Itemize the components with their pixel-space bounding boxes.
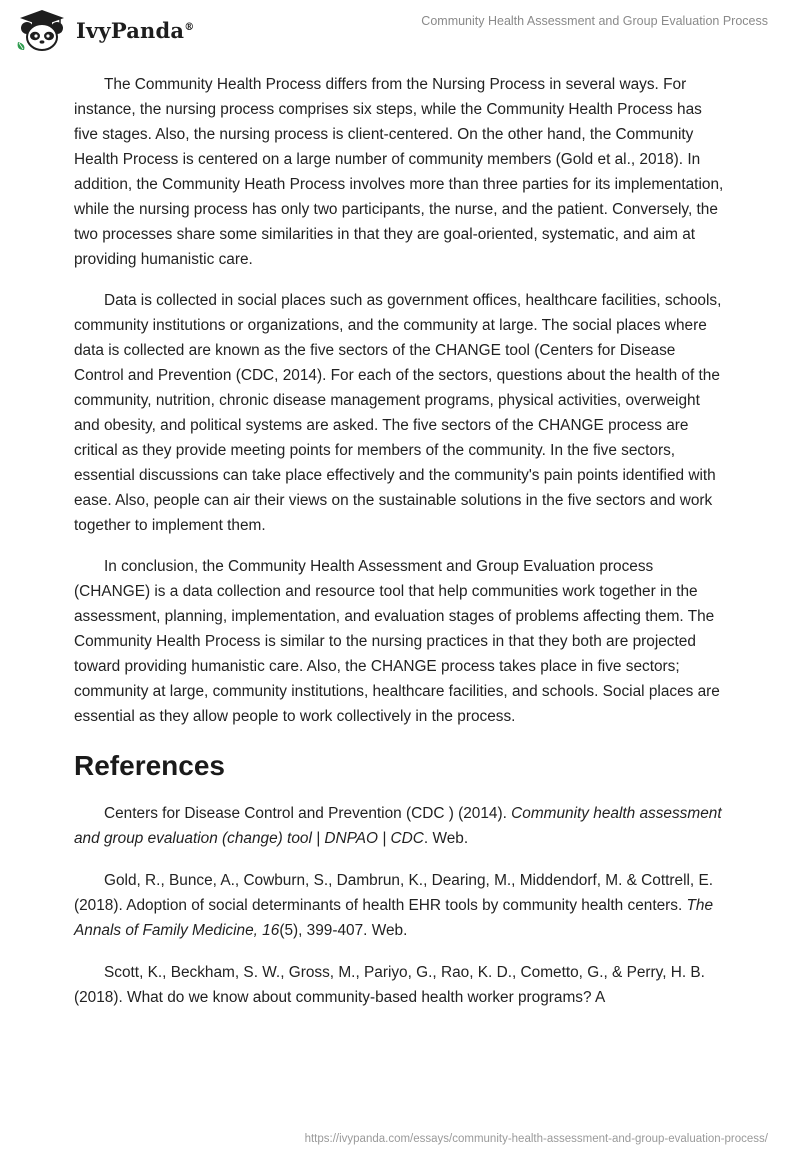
document-title: Community Health Assessment and Group Evaluation Process: [421, 14, 768, 28]
source-url[interactable]: https://ivypanda.com/essays/community-health-assessment-and-group-evaluation-process/: [304, 1133, 768, 1145]
reference-suffix: . Web.: [423, 830, 469, 847]
body-paragraph: The Community Health Process differs from the Nursing Process in several ways. For instance, the nursing process comprises six steps, while the Community Health Process has five stages. Also, the nursing process is client-centered. On the other hand, the Community Health Process is centered on a large number of community members (Gold et al., 2018). In addition, the Community Heath Process involves more than three parties for its implementation, while the nursing process has only two participants, the nurse, and the patient. Conversely, the two processes share some similarities in that they are goal-oriented, systematic, and aim at providing humanistic care.: [74, 76, 724, 268]
reference-text: Gold, R., Bunce, A., Cowburn, S., Dambrun, K., Dearing, M., Middendorf, M. & Cottrell, E. (2018). Adoption of social determinants of health EHR tools by community health centers.: [74, 872, 714, 914]
reference-text: Centers for Disease Control and Prevention (CDC ) (2014).: [104, 805, 512, 822]
reference-suffix: (5), 399-407. Web.: [279, 922, 408, 939]
reference-item: [74, 960, 726, 1010]
body-paragraph: In conclusion, the Community Health Assessment and Group Evaluation process (CHANGE) is a data collection and resource tool that help communities work together in the assessment, planning, implementation, and evaluation stages of problems affecting them. The Community Health Process is similar to the nursing practices in that they both are projected toward providing humanistic care. Also, the CHANGE process takes place in five sectors; community at large, community institutions, healthcare facilities, and schools. Social places are essential as they allow people to work collectively in the process.: [74, 558, 720, 725]
reference-item: [74, 801, 726, 851]
body-paragraph: Data is collected in social places such as government offices, healthcare facilities, schools, community institutions or organizations, and the community at large. The social places where data is collected are known as the five sectors of the CHANGE tool (Centers for Disease Control and Prevention (CDC, 2014). For each of the sectors, questions about the health of the community, nutrition, chronic disease management programs, physical activities, overweight and obesity, and political systems are asked. The five sectors of the CHANGE process are critical as they provide meeting points for members of the community. In the five sectors, essential discussions can take place effectively and the community's pain points identified with ease. Also, people can air their views on the sustainable solutions in the five sectors and work together to implement them.: [74, 292, 722, 534]
reference-item: [74, 868, 726, 943]
references-heading: References: [74, 750, 225, 781]
ivypanda-logo[interactable]: [14, 8, 194, 52]
panda-mascot-icon: [14, 8, 70, 52]
page-header: [0, 0, 800, 64]
reference-title: Community health assessment and group evaluation (change) tool | DNPAO | CDC: [74, 805, 722, 847]
essay-content: [74, 72, 726, 1027]
reference-title: The Annals of Family Medicine, 16: [74, 897, 714, 939]
reference-text: Scott, K., Beckham, S. W., Gross, M., Pariyo, G., Rao, K. D., Cometto, G., & Perry, H. B. (2018). What do we know about community-based health worker programs? A: [74, 964, 705, 1006]
registered-mark: ®: [184, 21, 195, 33]
logo-wordmark: IvyPanda®: [76, 17, 195, 43]
